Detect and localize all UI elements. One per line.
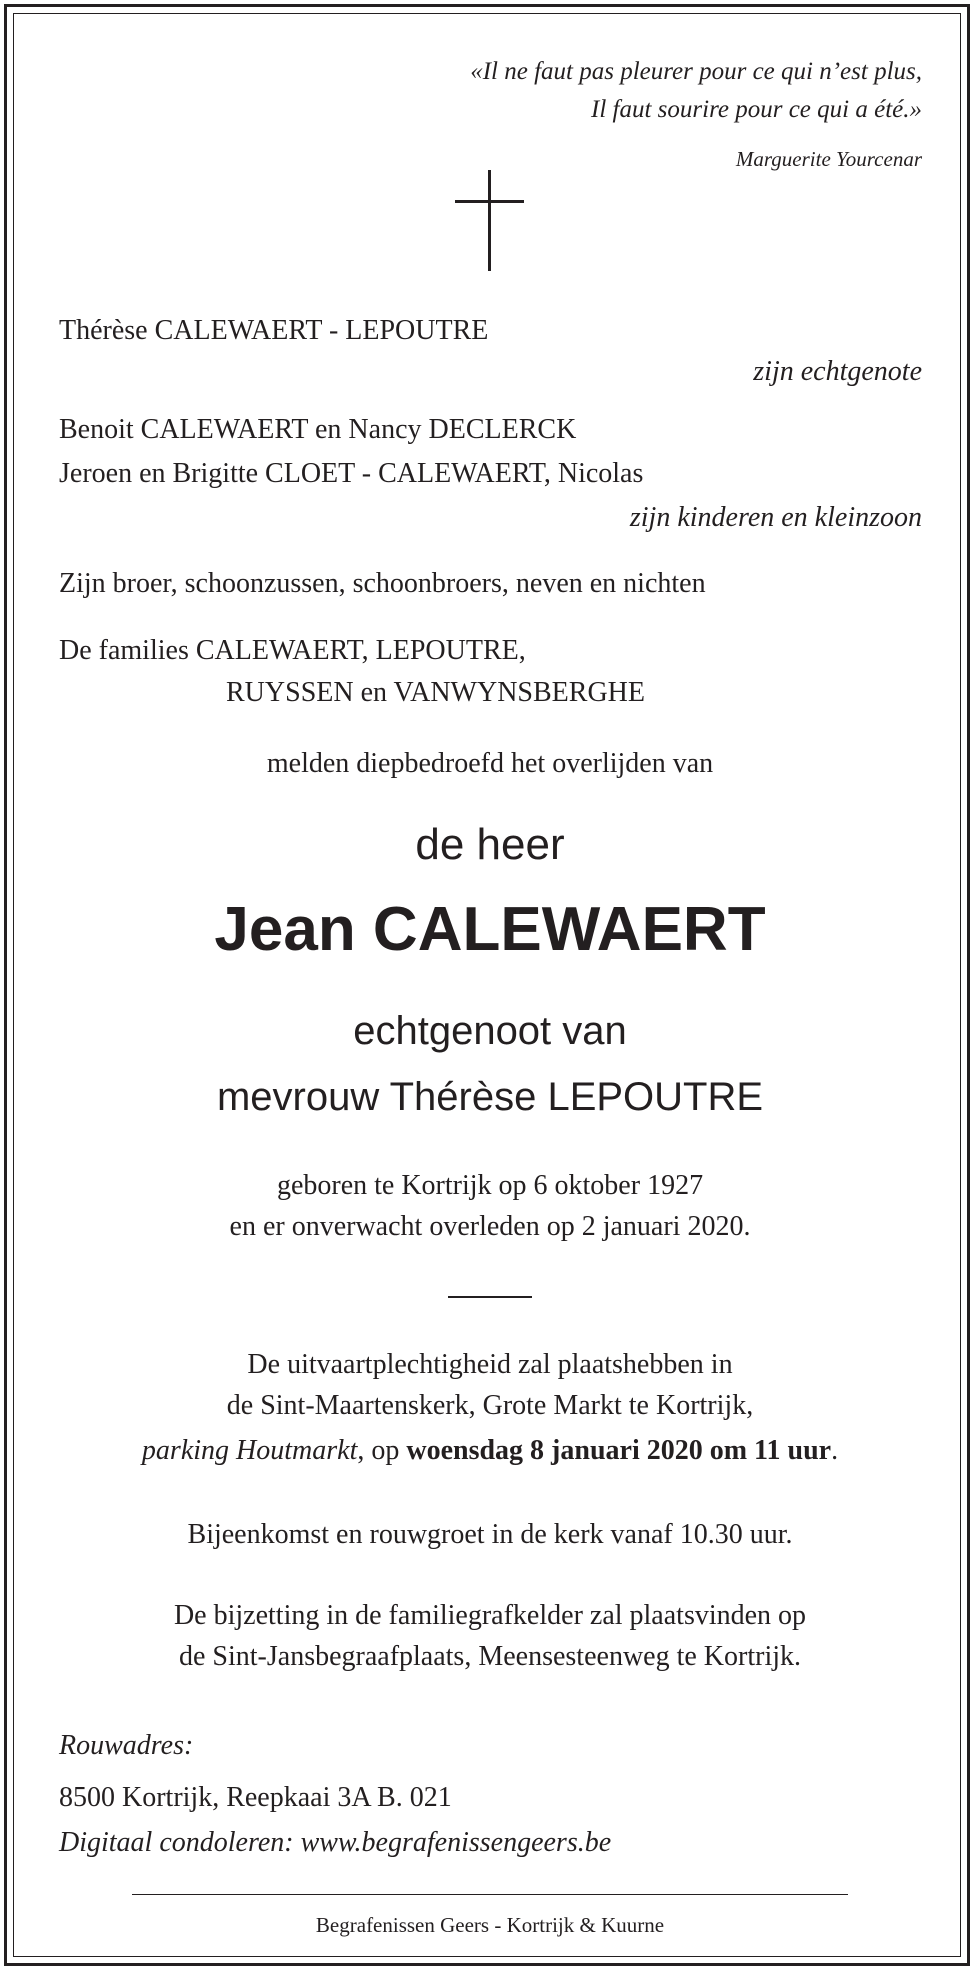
spouse-of-label: echtgenoot van (353, 1009, 627, 1053)
ceremony-line-2: de Sint-Maartenskerk, Grote Markt te Kortrijk, (226, 1390, 754, 1421)
children-role: zijn kinderen en kleinzoon (629, 502, 922, 533)
born-line: geboren te Kortrijk op 6 oktober 1927 (276, 1170, 704, 1201)
announcement-intro: melden diepbedroefd het overlijden van (266, 748, 714, 779)
title-prefix: de heer (415, 820, 565, 869)
address-label: Rouwadres: (59, 1730, 194, 1761)
section-divider (448, 1296, 532, 1298)
spouse-name: Thérèse CALEWAERT - LEPOUTRE (59, 315, 489, 346)
ceremony-separator: , op (357, 1435, 407, 1466)
burial-line-1: De bijzetting in de familiegrafkelder zal plaatsvinden op (173, 1600, 807, 1631)
quote-line-1: «Il ne faut pas pleurer pour ce qui n’est plus, (470, 58, 922, 85)
families-line-1: De families CALEWAERT, LEPOUTRE, (59, 635, 526, 666)
address: 8500 Kortrijk, Reepkaai 3A B. 021 (59, 1782, 452, 1813)
gathering-line: Bijeenkomst en rouwgroet in de kerk vanaf 10.30 uur. (187, 1519, 793, 1550)
parking-info: parking Houtmarkt (141, 1435, 358, 1466)
footer-rule (132, 1894, 848, 1895)
child-1: Benoit CALEWAERT en Nancy DECLERCK (59, 414, 577, 445)
died-line: en er onverwacht overleden op 2 januari 2020. (229, 1211, 751, 1242)
deceased-name: Jean CALEWAERT (214, 895, 766, 964)
condolence-link[interactable]: Digitaal condoleren: www.begrafenissengeers.be (59, 1827, 612, 1858)
quote-line-2: Il faut sourire pour ce qui a été.» (591, 96, 922, 123)
ceremony-datetime: woensdag 8 januari 2020 om 11 uur (406, 1435, 832, 1466)
child-2: Jeroen en Brigitte CLOET - CALEWAERT, Nicolas (59, 458, 644, 489)
burial-line-2: de Sint-Jansbegraafplaats, Meensesteenweg te Kortrijk. (178, 1641, 801, 1672)
spouse-role: zijn echtgenote (753, 356, 922, 387)
ceremony-end: . (831, 1435, 839, 1466)
ceremony-line-3 (0, 1434, 980, 1468)
ceremony-line-1: De uitvaartplechtigheid zal plaatshebben in (247, 1349, 733, 1380)
relatives: Zijn broer, schoonzussen, schoonbroers, neven en nichten (59, 568, 706, 599)
families-line-2: RUYSSEN en VANWYNSBERGHE (226, 677, 646, 708)
spouse-full-name: mevrouw Thérèse LEPOUTRE (216, 1075, 764, 1119)
undertaker-name: Begrafenissen Geers - Kortrijk & Kuurne (315, 1913, 665, 1937)
quote-author: Marguerite Yourcenar (735, 147, 922, 171)
